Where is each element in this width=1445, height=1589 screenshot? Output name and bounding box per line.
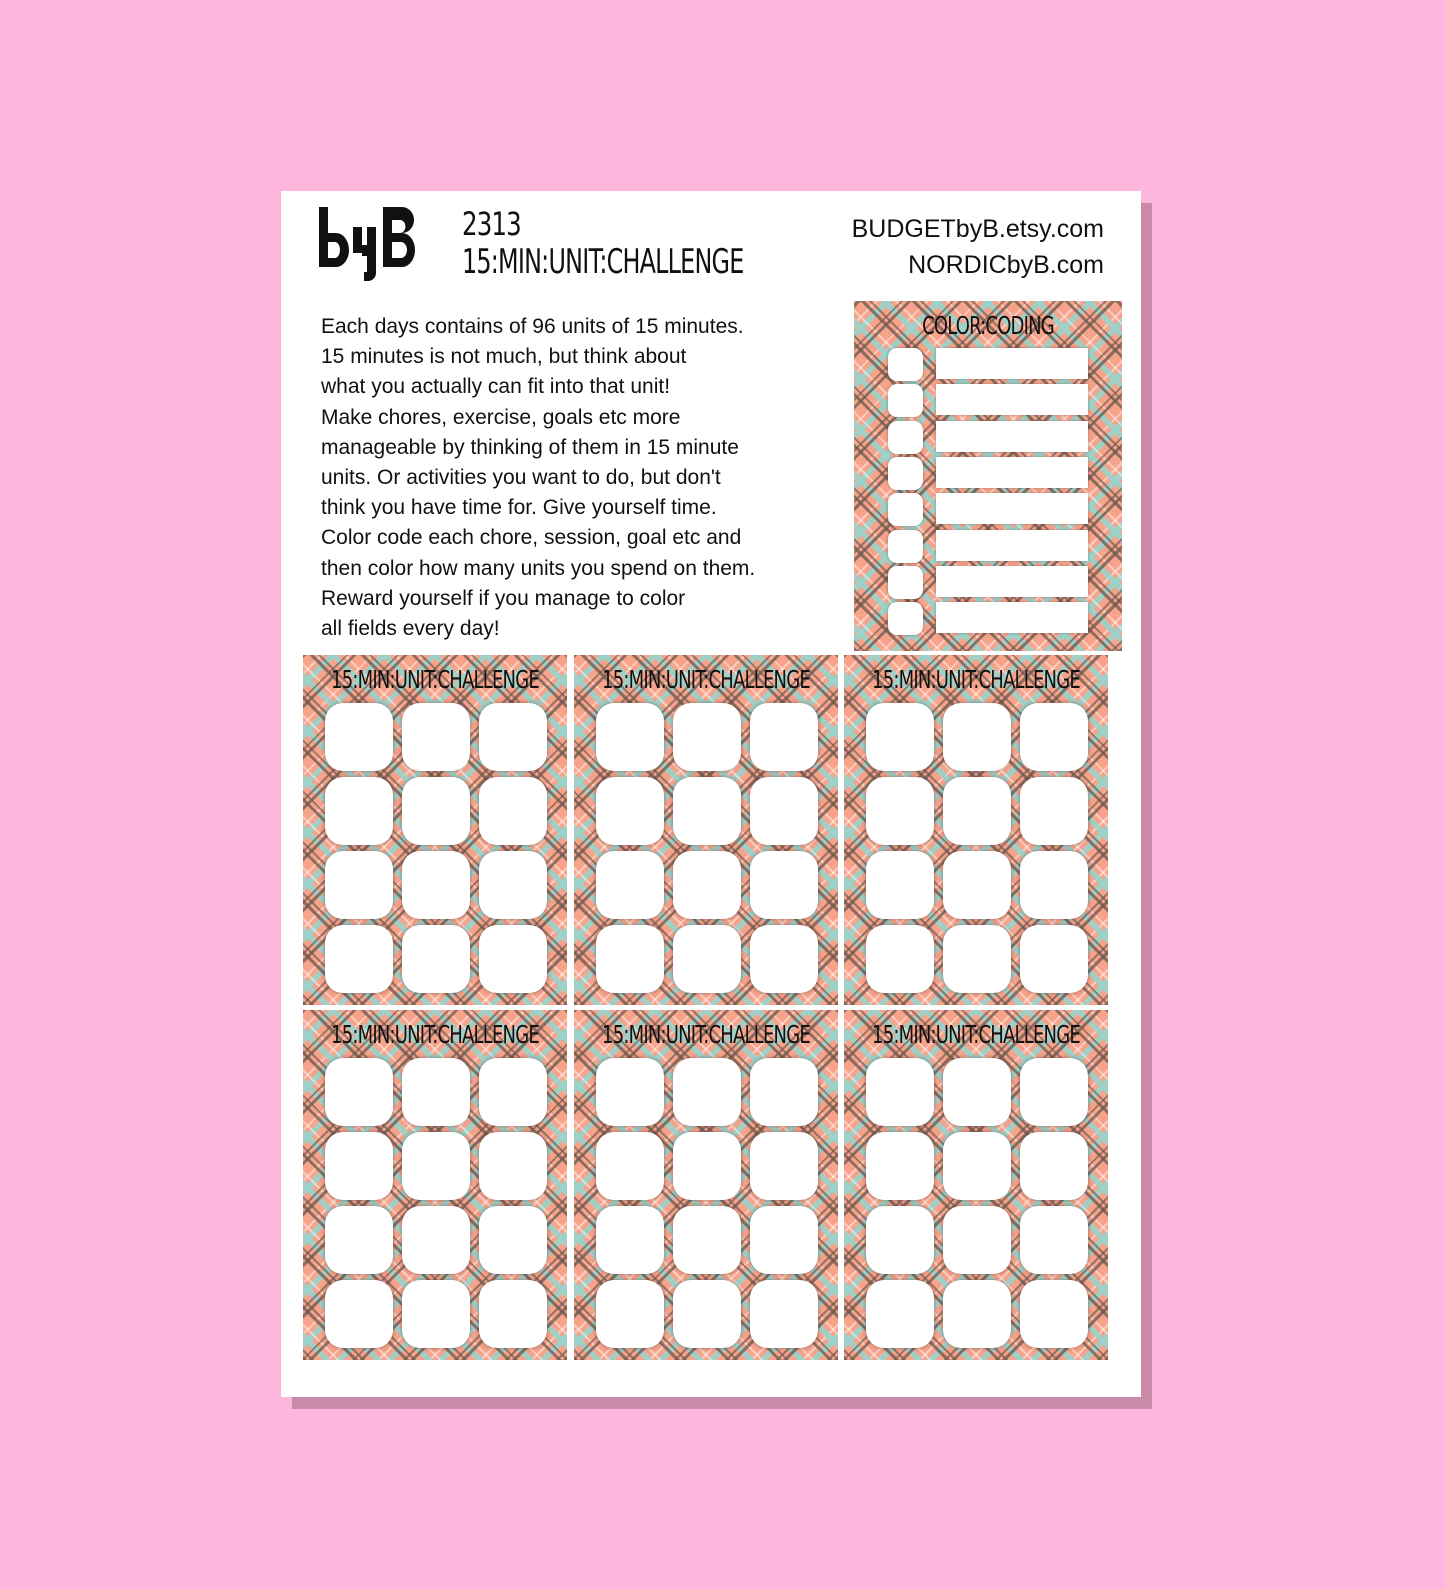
color-label-field[interactable]: [936, 566, 1088, 597]
unit-box[interactable]: [596, 925, 664, 993]
unit-box[interactable]: [325, 1132, 393, 1200]
unit-box[interactable]: [402, 1206, 470, 1274]
unit-box[interactable]: [479, 777, 547, 845]
intro-line: Reward yourself if you manage to color: [321, 586, 686, 610]
intro-line: Color code each chore, session, goal etc and: [321, 526, 742, 550]
unit-box[interactable]: [866, 925, 934, 993]
unit-box[interactable]: [673, 851, 741, 919]
unit-box[interactable]: [596, 851, 664, 919]
unit-box[interactable]: [479, 851, 547, 919]
unit-box[interactable]: [866, 1132, 934, 1200]
unit-box[interactable]: [1020, 777, 1088, 845]
unit-box[interactable]: [325, 1206, 393, 1274]
unit-box[interactable]: [750, 851, 818, 919]
unit-box[interactable]: [479, 1132, 547, 1200]
color-swatch-box[interactable]: [888, 348, 923, 381]
color-swatch-box[interactable]: [888, 530, 923, 563]
unit-box[interactable]: [596, 1280, 664, 1348]
unit-box[interactable]: [673, 1058, 741, 1126]
color-label-field[interactable]: [936, 530, 1088, 561]
unit-box[interactable]: [325, 1280, 393, 1348]
color-swatch-box[interactable]: [888, 566, 923, 599]
unit-box[interactable]: [750, 1206, 818, 1274]
color-swatch-box[interactable]: [888, 493, 923, 526]
color-coding-row: [888, 384, 1088, 417]
unit-box[interactable]: [943, 1206, 1011, 1274]
unit-box[interactable]: [596, 1206, 664, 1274]
intro-line: think you have time for. Give yourself time.: [321, 496, 717, 520]
unit-challenge-sticker: [303, 655, 567, 1005]
unit-box[interactable]: [1020, 851, 1088, 919]
sticker-sheet: [281, 191, 1141, 1397]
unit-box[interactable]: [750, 1132, 818, 1200]
unit-box[interactable]: [943, 703, 1011, 771]
unit-box[interactable]: [750, 703, 818, 771]
unit-box[interactable]: [325, 925, 393, 993]
unit-box[interactable]: [402, 851, 470, 919]
unit-box[interactable]: [866, 703, 934, 771]
unit-box[interactable]: [402, 703, 470, 771]
intro-line: then color how many units you spend on them.: [321, 556, 756, 580]
unit-box[interactable]: [866, 777, 934, 845]
unit-box[interactable]: [673, 1132, 741, 1200]
color-coding-row: [888, 457, 1088, 490]
unit-box[interactable]: [943, 1132, 1011, 1200]
unit-box[interactable]: [1020, 1206, 1088, 1274]
intro-text: [321, 312, 821, 644]
unit-box[interactable]: [750, 777, 818, 845]
unit-box[interactable]: [402, 1132, 470, 1200]
unit-challenge-sticker: [574, 655, 838, 1005]
intro-line: 15 minutes is not much, but think about: [321, 345, 687, 369]
unit-challenge-sticker: [844, 1010, 1108, 1360]
unit-box[interactable]: [325, 851, 393, 919]
intro-line: Each days contains of 96 units of 15 minutes.: [321, 315, 744, 338]
unit-box[interactable]: [673, 777, 741, 845]
unit-box[interactable]: [479, 1206, 547, 1274]
unit-box[interactable]: [1020, 703, 1088, 771]
unit-box[interactable]: [479, 1280, 547, 1348]
unit-box[interactable]: [1020, 925, 1088, 993]
unit-box[interactable]: [866, 851, 934, 919]
intro-line: manageable by thinking of them in 15 minute: [321, 435, 739, 459]
unit-box[interactable]: [325, 703, 393, 771]
intro-line: units. Or activities you want to do, but don't: [321, 466, 721, 490]
unit-box[interactable]: [673, 1206, 741, 1274]
unit-box[interactable]: [673, 1280, 741, 1348]
unit-challenge-sticker: [303, 1010, 567, 1360]
shop-links: [852, 211, 1104, 283]
color-label-field[interactable]: [936, 384, 1088, 415]
color-swatch-box[interactable]: [888, 384, 923, 417]
unit-box[interactable]: [402, 925, 470, 993]
unit-box[interactable]: [943, 777, 1011, 845]
color-coding-row: [888, 530, 1088, 563]
intro-line: Make chores, exercise, goals etc more: [321, 405, 681, 429]
website-link[interactable]: NORDICbyB.com: [908, 251, 1104, 279]
unit-box[interactable]: [402, 1058, 470, 1126]
unit-box[interactable]: [943, 1058, 1011, 1126]
unit-box[interactable]: [943, 925, 1011, 993]
sticker-title: 15:MIN:UNIT:CHALLENGE: [872, 665, 1080, 694]
unit-box[interactable]: [750, 1058, 818, 1126]
sticker-title: 15:MIN:UNIT:CHALLENGE: [331, 1020, 539, 1049]
unit-box[interactable]: [596, 703, 664, 771]
unit-challenge-sticker: [574, 1010, 838, 1360]
unit-box[interactable]: [1020, 1280, 1088, 1348]
unit-box[interactable]: [1020, 1058, 1088, 1126]
unit-box[interactable]: [596, 1132, 664, 1200]
unit-box[interactable]: [402, 1280, 470, 1348]
color-label-field[interactable]: [936, 602, 1088, 633]
color-label-field[interactable]: [936, 457, 1088, 488]
unit-box[interactable]: [479, 703, 547, 771]
unit-box[interactable]: [866, 1280, 934, 1348]
unit-box[interactable]: [943, 851, 1011, 919]
sticker-title: 15:MIN:UNIT:CHALLENGE: [872, 1020, 1080, 1049]
product-code: 2313: [462, 205, 521, 243]
sticker-title: 15:MIN:UNIT:CHALLENGE: [602, 665, 810, 694]
color-swatch-box[interactable]: [888, 602, 923, 635]
unit-challenge-sticker: [844, 655, 1108, 1005]
unit-box[interactable]: [325, 777, 393, 845]
unit-box[interactable]: [325, 1058, 393, 1126]
color-label-field[interactable]: [936, 493, 1088, 524]
color-label-field[interactable]: [936, 348, 1088, 379]
color-swatch-box[interactable]: [888, 421, 923, 454]
product-name: 15:MIN:UNIT:CHALLENGE: [462, 242, 744, 282]
unit-box[interactable]: [596, 777, 664, 845]
color-coding-sticker: [854, 301, 1122, 651]
intro-line: what you actually can fit into that unit!: [321, 375, 671, 399]
unit-box[interactable]: [866, 1206, 934, 1274]
unit-box[interactable]: [479, 1058, 547, 1126]
sticker-title: 15:MIN:UNIT:CHALLENGE: [602, 1020, 810, 1049]
color-label-field[interactable]: [936, 421, 1088, 452]
intro-line: all fields every day!: [321, 617, 500, 641]
sticker-title: 15:MIN:UNIT:CHALLENGE: [331, 665, 539, 694]
unit-box[interactable]: [596, 1058, 664, 1126]
title-block: [462, 205, 823, 281]
color-coding-title: COLOR:CODING: [922, 311, 1054, 340]
unit-box[interactable]: [1020, 1132, 1088, 1200]
color-coding-row: [888, 493, 1088, 526]
color-coding-row: [888, 348, 1088, 381]
unit-box[interactable]: [402, 777, 470, 845]
color-swatch-box[interactable]: [888, 457, 923, 490]
unit-box[interactable]: [673, 925, 741, 993]
color-coding-row: [888, 566, 1088, 599]
unit-box[interactable]: [750, 925, 818, 993]
byb-logo: [319, 205, 429, 295]
unit-box[interactable]: [479, 925, 547, 993]
color-coding-row: [888, 421, 1088, 454]
unit-box[interactable]: [750, 1280, 818, 1348]
unit-box[interactable]: [673, 703, 741, 771]
unit-box[interactable]: [866, 1058, 934, 1126]
color-coding-row: [888, 602, 1088, 635]
unit-box[interactable]: [943, 1280, 1011, 1348]
etsy-link[interactable]: BUDGETbyB.etsy.com: [851, 215, 1104, 243]
